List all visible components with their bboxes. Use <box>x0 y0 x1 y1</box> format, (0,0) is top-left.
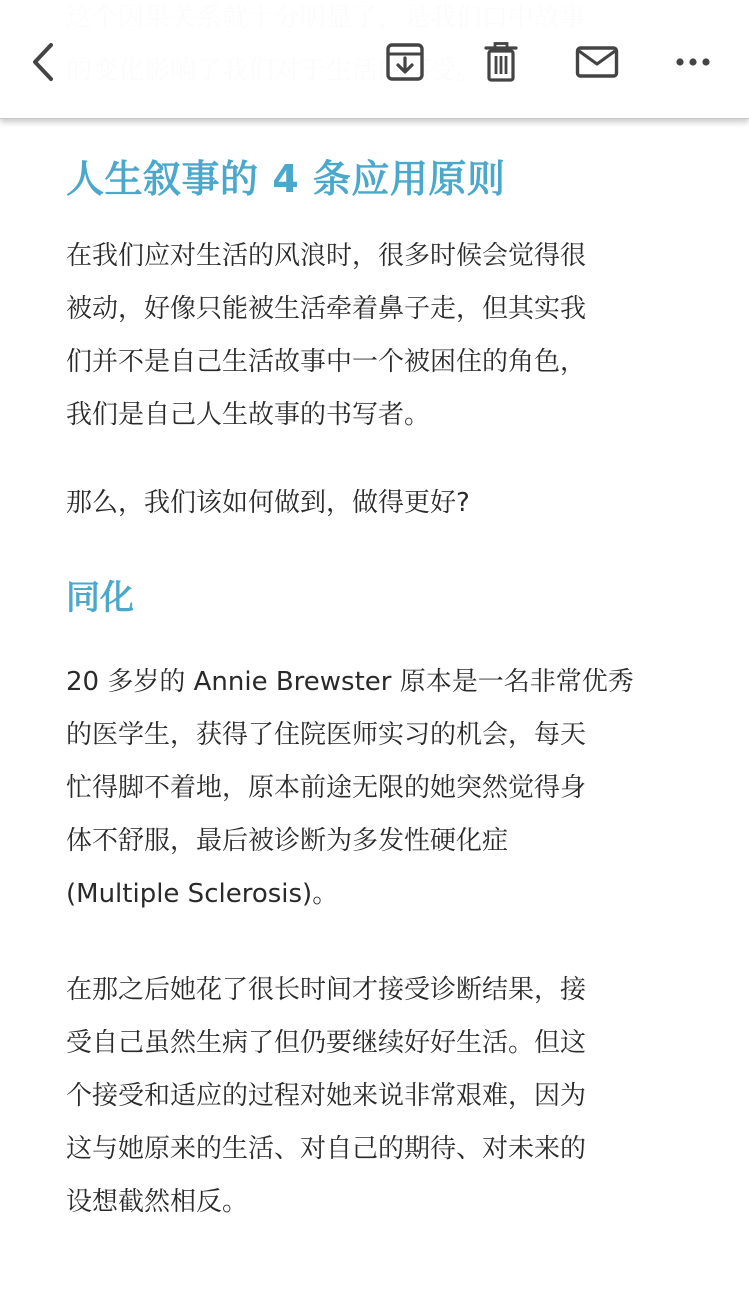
paragraph-line: (Multiple Sclerosis)。 <box>66 879 339 909</box>
paragraph-line: 这与她原来的生活、对自己的期待、对未来的 <box>66 1134 587 1164</box>
chevron-left-icon <box>29 42 59 82</box>
paragraph-line: 在我们应对生活的风浪时，很多时候会觉得很 <box>66 241 587 271</box>
mail-icon <box>575 45 619 79</box>
paragraph <box>66 656 686 921</box>
paragraph-line: 我们是自己人生故事的书写者。 <box>66 400 431 430</box>
archive-button[interactable] <box>377 34 433 90</box>
paragraph-line: 设想截然相反。 <box>66 1187 249 1217</box>
paragraph-line: 在那之后她花了很长时间才接受诊断结果，接 <box>66 975 587 1005</box>
top-toolbar <box>0 0 749 119</box>
paragraph-line: 忙得脚不着地，原本前途无限的她突然觉得身 <box>66 773 587 803</box>
paragraph <box>66 964 686 1229</box>
paragraph-line: 受自己虽然生病了但仍要继续好好生活。但这 <box>66 1028 587 1058</box>
more-button[interactable] <box>665 34 721 90</box>
paragraph-line: 那么，我们该如何做到，做得更好? <box>66 488 470 518</box>
paragraph <box>66 230 686 442</box>
mail-button[interactable] <box>569 34 625 90</box>
article-body <box>66 140 686 1229</box>
paragraph-line: 20 多岁的 Annie Brewster 原本是一名非常优秀 <box>66 667 634 697</box>
section-heading: 人生叙事的 4 条应用原则 <box>66 157 506 201</box>
paragraph-line: 体不舒服，最后被诊断为多发性硬化症 <box>66 826 509 856</box>
paragraph-line: 们并不是自己生活故事中一个被困住的角色， <box>66 347 587 377</box>
back-button[interactable] <box>16 34 72 90</box>
paragraph-line: 的医学生，获得了住院医师实习的机会，每天 <box>66 720 587 750</box>
more-horizontal-icon <box>675 57 711 67</box>
paragraph-line: 被动，好像只能被生活牵着鼻子走，但其实我 <box>66 294 587 324</box>
archive-download-icon <box>385 42 425 82</box>
subsection-heading: 同化 <box>66 578 134 618</box>
trash-icon <box>484 42 518 82</box>
paragraph <box>66 477 686 530</box>
delete-button[interactable] <box>473 34 529 90</box>
paragraph-line: 个接受和适应的过程对她来说非常艰难，因为 <box>66 1081 587 1111</box>
